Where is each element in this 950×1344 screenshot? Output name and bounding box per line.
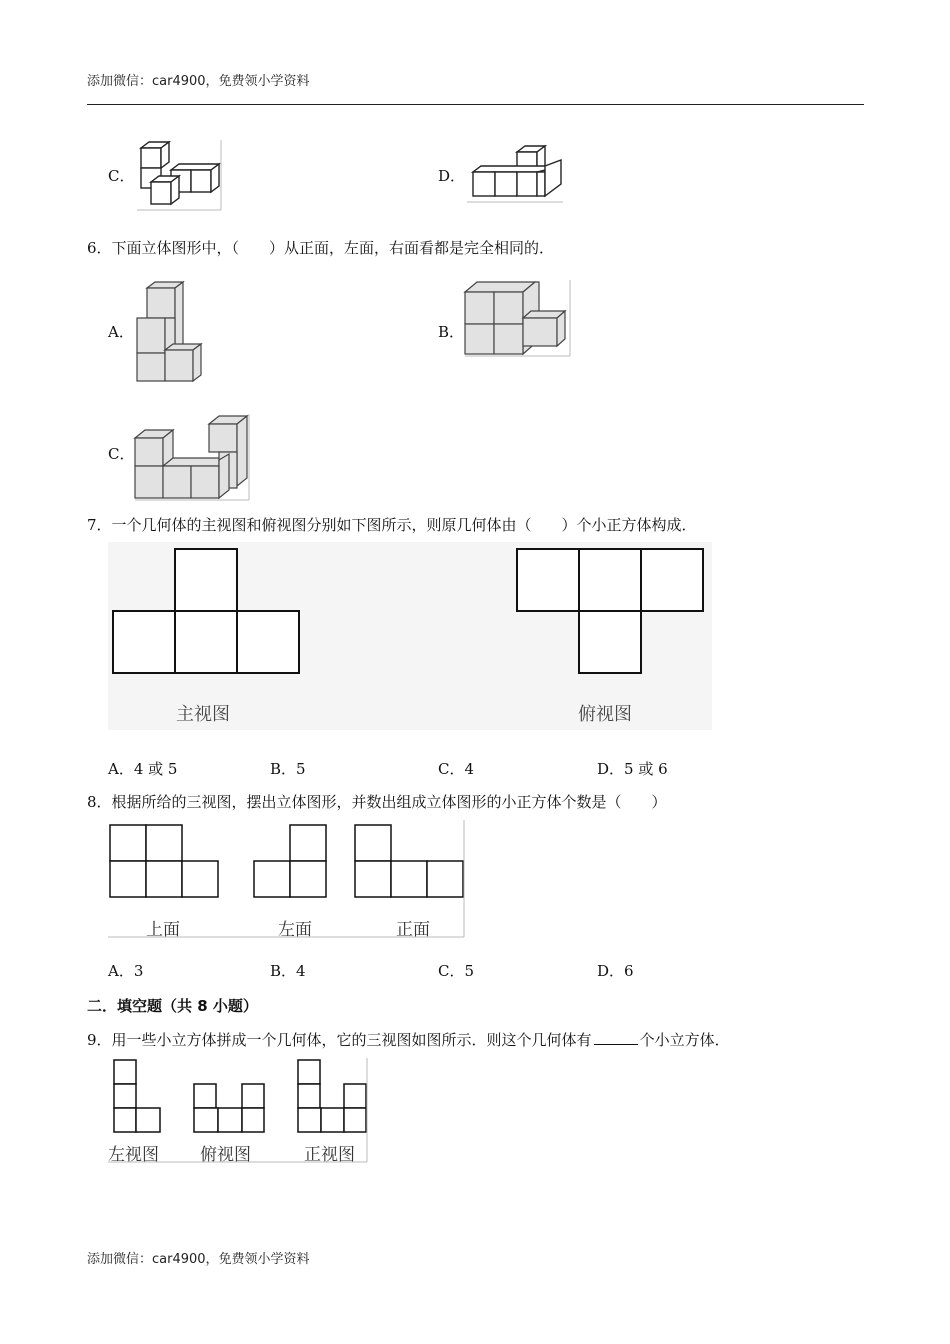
q8-option-b[interactable]: B．4	[270, 962, 306, 980]
q6-stem: 6．下面立体图形中，（ ）从正面，左面，右面看都是完全相同的．	[87, 239, 555, 257]
q8-stem: 8．根据所给的三视图，摆出立体图形，并数出组成立体图形的小正方体个数是（ ）	[87, 793, 667, 811]
q8-option-a[interactable]: A．3	[108, 962, 144, 980]
q6-option-a-label[interactable]: A．	[108, 323, 134, 341]
q9-answer-blank[interactable]	[594, 1032, 638, 1045]
q9-stem	[87, 1029, 730, 1050]
q7-option-b[interactable]: B．5	[270, 760, 306, 778]
q5-option-c-figure	[135, 138, 225, 213]
q7-stem: 7．一个几何体的主视图和俯视图分别如下图所示，则原几何体由（ ）个小正方体构成．	[87, 516, 697, 534]
q5-option-d-figure	[465, 142, 565, 204]
q6-option-b-figure	[465, 280, 573, 358]
q7-option-c[interactable]: C．4	[438, 760, 475, 778]
q8-caption-top: 上面	[146, 920, 180, 940]
q9-caption-front: 正视图	[304, 1145, 355, 1165]
q9-stem-before: 9．用一些小立方体拼成一个几何体，它的三视图如图所示．则这个几何体有	[87, 1031, 592, 1049]
q9-stem-after: 个小立方体．	[639, 1031, 730, 1049]
q5-option-d-label[interactable]: D．	[438, 167, 466, 185]
q6-option-b-label[interactable]: B．	[438, 323, 465, 341]
q7-caption-front: 主视图	[176, 704, 230, 725]
page-footer: 添加微信：car4900，免费领小学资料	[87, 1252, 310, 1267]
q7-caption-top: 俯视图	[578, 704, 632, 725]
q6-option-c-figure	[135, 414, 253, 502]
q8-caption-front: 正面	[396, 920, 430, 940]
q6-option-c-label[interactable]: C．	[108, 445, 135, 463]
header-rule	[87, 104, 864, 105]
q9-caption-left: 左视图	[108, 1145, 159, 1165]
q7-option-a[interactable]: A．4 或 5	[108, 760, 178, 778]
page-header: 添加微信：car4900，免费领小学资料	[87, 74, 310, 89]
q9-figure	[108, 1058, 370, 1166]
q9-caption-top: 俯视图	[200, 1145, 251, 1165]
q6-option-a-figure	[135, 280, 207, 384]
q8-caption-left: 左面	[278, 920, 312, 940]
q7-figure	[108, 542, 712, 730]
q8-option-d[interactable]: D．6	[597, 962, 634, 980]
q7-option-d[interactable]: D．5 或 6	[597, 760, 668, 778]
q8-figure	[108, 820, 466, 940]
section-title: 二．填空题（共 8 小题）	[87, 997, 258, 1015]
q5-option-c-label[interactable]: C．	[108, 167, 135, 185]
q8-option-c[interactable]: C．5	[438, 962, 475, 980]
